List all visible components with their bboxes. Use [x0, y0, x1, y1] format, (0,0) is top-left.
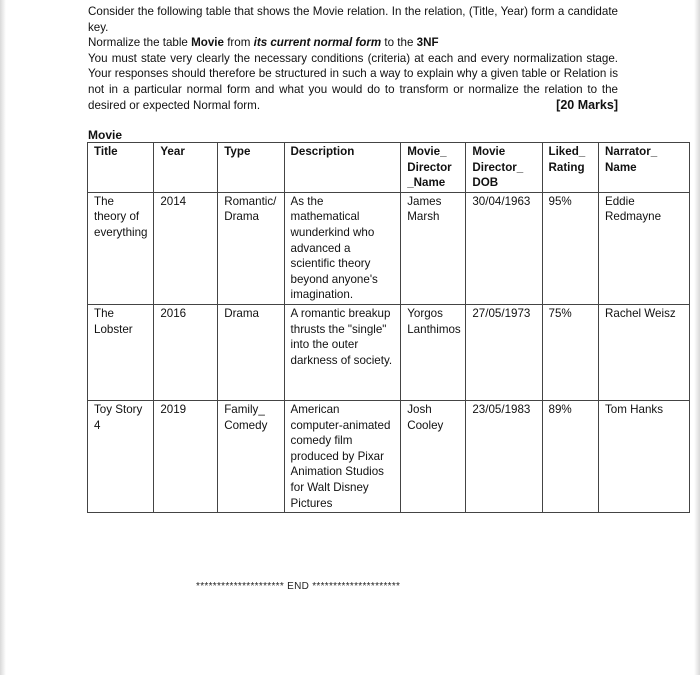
cell-year: 2019: [154, 400, 218, 512]
target-form: 3NF: [416, 36, 439, 50]
cell-liked-rating: 89%: [542, 400, 599, 512]
cell-narrator-name: Tom Hanks: [599, 400, 690, 512]
current-form: its current normal form: [253, 36, 382, 50]
table-row: [88, 400, 690, 512]
table-row: [88, 304, 690, 400]
header-liked-rating: Liked_ Rating: [542, 143, 599, 193]
cell-director-name: James Marsh: [401, 192, 466, 304]
header-director-dob: Movie Director_ DOB: [466, 143, 542, 193]
cell-director-dob: 27/05/1973: [466, 304, 542, 400]
cell-description: American computer-animated comedy film produced by Pixar Animation Studios for Walt Disney Pictures: [284, 400, 401, 512]
header-year: Year: [154, 143, 218, 193]
cell-description: A romantic breakup thrusts the "single" into the outer darkness of society.: [284, 304, 401, 400]
cell-liked-rating: 75%: [542, 304, 599, 400]
question-line-3: You must state very clearly the necessary conditions (criteria) at each and every normalization stage. Your responses should therefore be structured in such a way to explain why a given table or Relation is not in a particular normal form and what you would do to transform or normalize the relation to the desired or expected Normal form.: [88, 51, 618, 112]
cell-narrator-name: Eddie Redmayne: [599, 192, 690, 304]
header-narrator-name: Narrator_ Name: [599, 143, 690, 193]
header-type: Type: [218, 143, 284, 193]
header-description: Description: [284, 143, 401, 193]
page-edge-right: [694, 0, 700, 675]
movie-table: [87, 142, 690, 513]
question-line-1: Consider the following table that shows the Movie relation. In the relation, (Title, Year) form a candidate key.: [88, 5, 618, 34]
cell-title: The theory of everything: [88, 192, 154, 304]
cell-narrator-name: Rachel Weisz: [599, 304, 690, 400]
cell-year: 2016: [154, 304, 218, 400]
question-text: [88, 4, 618, 113]
table-header-row: [88, 143, 690, 193]
end-marker: ********************* END *********************: [196, 581, 401, 592]
cell-type: Drama: [218, 304, 284, 400]
cell-director-dob: 30/04/1963: [466, 192, 542, 304]
header-title: Title: [88, 143, 154, 193]
question-line-2: Normalize the table Movie from its current normal form to the 3NF: [88, 36, 439, 50]
page-edge-left: [0, 0, 6, 675]
cell-type: Family_ Comedy: [218, 400, 284, 512]
header-director-name: Movie_ Director _Name: [401, 143, 466, 193]
cell-director-name: Yorgos Lanthimos: [401, 304, 466, 400]
cell-liked-rating: 95%: [542, 192, 599, 304]
table-caption: Movie: [88, 128, 123, 142]
cell-title: The Lobster: [88, 304, 154, 400]
cell-director-name: Josh Cooley: [401, 400, 466, 512]
cell-description: As the mathematical wunderkind who advanced a scientific theory beyond anyone's imagination.: [284, 192, 401, 304]
instructions-block: [88, 51, 618, 113]
cell-type: Romantic/ Drama: [218, 192, 284, 304]
table-name: Movie: [191, 36, 224, 50]
cell-director-dob: 23/05/1983: [466, 400, 542, 512]
cell-year: 2014: [154, 192, 218, 304]
marks-label: [20 Marks]: [556, 97, 618, 112]
table-row: [88, 192, 690, 304]
cell-title: Toy Story 4: [88, 400, 154, 512]
